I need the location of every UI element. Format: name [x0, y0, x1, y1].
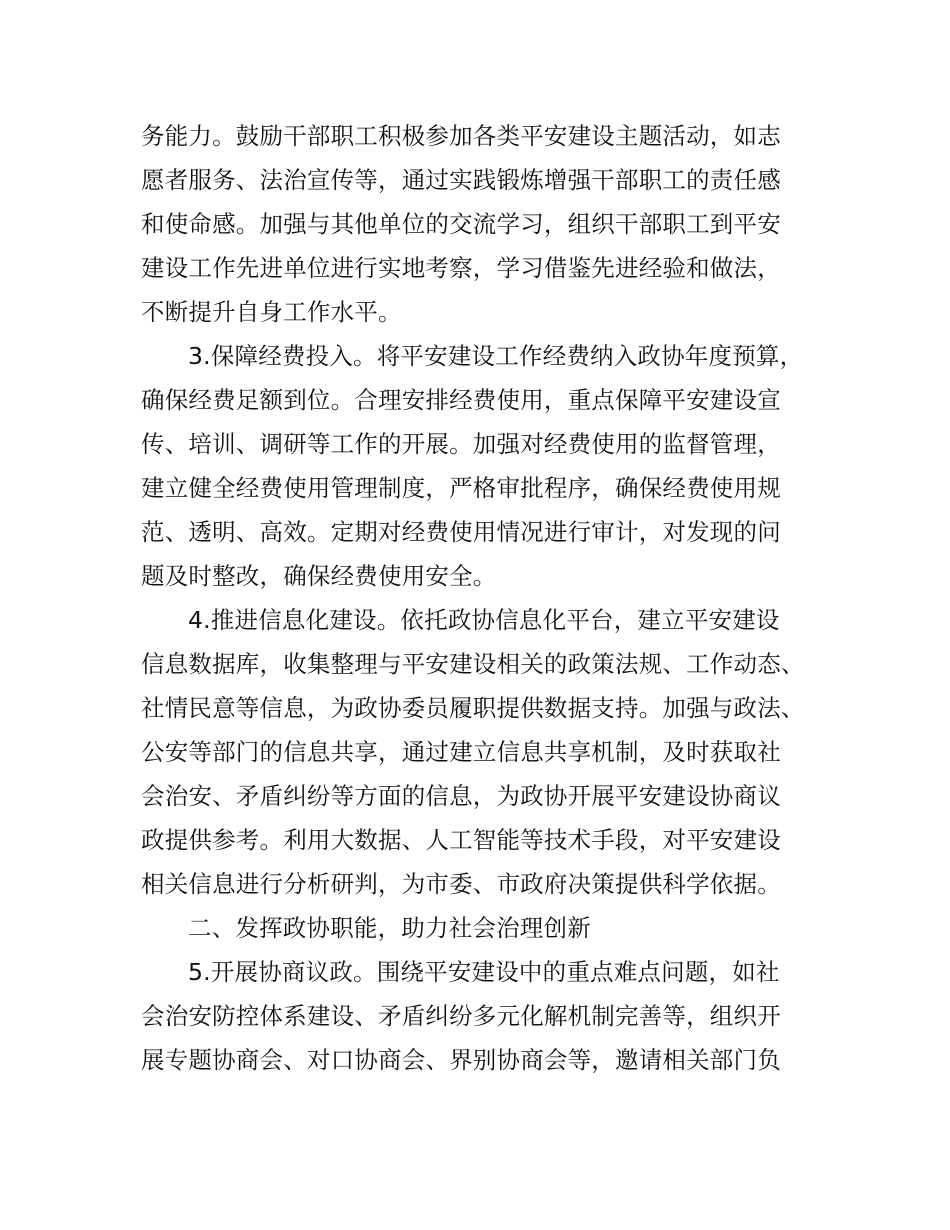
- text-line: 范、透明、高效。定期对经费使用情况进行审计，对发现的问: [141, 518, 781, 546]
- text-line: 会治安防控体系建设、矛盾纠纷多元化解机制完善等，组织开: [141, 1002, 781, 1030]
- text-line: 愿者服务、法治宣传等，通过实践锻炼增强干部职工的责任感: [141, 166, 781, 194]
- text-line: 5.开展协商议政。围绕平安建设中的重点难点问题，如社: [188, 958, 780, 986]
- text-line: 务能力。鼓励干部职工积极参加各类平安建设主题活动，如志: [141, 122, 781, 150]
- text-line: 建立健全经费使用管理制度，严格审批程序，确保经费使用规: [141, 474, 781, 502]
- body-text: [141, 114, 841, 1082]
- section-heading: [141, 906, 841, 950]
- text-line: 3.保障经费投入。将平安建设工作经费纳入政协年度预算，: [188, 342, 804, 370]
- text-line: 展专题协商会、对口协商会、界别协商会等，邀请相关部门负: [141, 1046, 781, 1074]
- paragraph-informatization: [141, 598, 841, 906]
- text-line: 题及时整改，确保经费使用安全。: [141, 562, 497, 590]
- text-line: 信息数据库，收集整理与平安建设相关的政策法规、工作动态、: [141, 650, 805, 678]
- text-line: 会治安、矛盾纠纷等方面的信息，为政协开展平安建设协商议: [141, 782, 781, 810]
- paragraph-consultation: [141, 950, 841, 1082]
- text-line: 政提供参考。利用大数据、人工智能等技术手段，对平安建设: [141, 826, 781, 854]
- text-line: 和使命感。加强与其他单位的交流学习，组织干部职工到平安: [141, 210, 781, 238]
- text-line: 传、培训、调研等工作的开展。加强对经费使用的监督管理，: [141, 430, 781, 458]
- paragraph-funding: [141, 334, 841, 598]
- text-line: 公安等部门的信息共享，通过建立信息共享机制，及时获取社: [141, 738, 781, 766]
- text-line: 建设工作先进单位进行实地考察，学习借鉴先进经验和做法，: [141, 254, 781, 282]
- section-heading-text: 二、发挥政协职能，助力社会治理创新: [188, 914, 591, 942]
- text-line: 4.推进信息化建设。依托政协信息化平台，建立平安建设: [188, 606, 780, 634]
- text-line: 确保经费足额到位。合理安排经费使用，重点保障平安建设宣: [141, 386, 781, 414]
- text-line: 相关信息进行分析研判，为市委、市政府决策提供科学依据。: [141, 870, 781, 898]
- paragraph-1: [141, 114, 841, 334]
- text-line: 社情民意等信息，为政协委员履职提供数据支持。加强与政法、: [141, 694, 805, 722]
- text-line: 不断提升自身工作水平。: [141, 298, 402, 326]
